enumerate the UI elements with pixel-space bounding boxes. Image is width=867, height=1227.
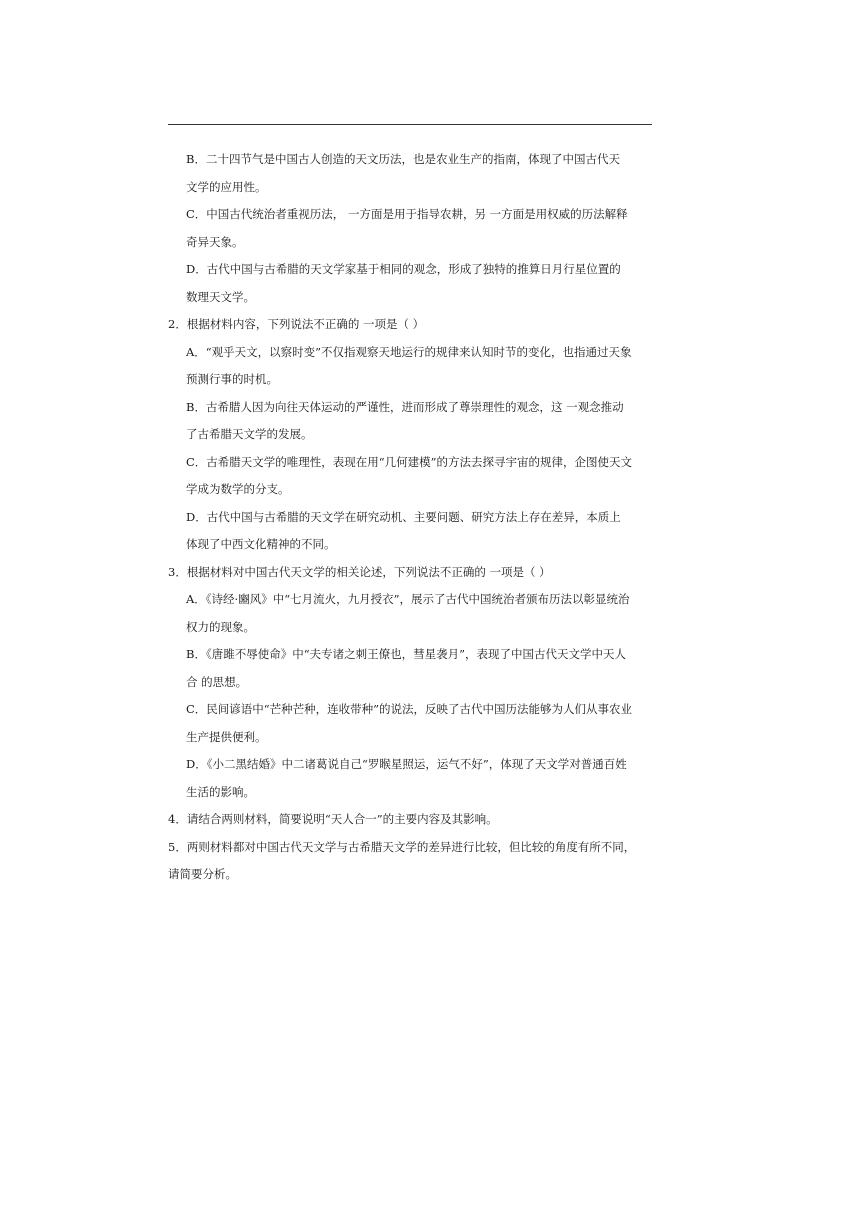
text-line: 奇异天象。 — [186, 234, 244, 249]
text-line: 合 的思想。 — [186, 674, 248, 689]
text-line: 权力的现象。 — [186, 619, 255, 634]
text-line: 数理天文学。 — [186, 289, 255, 304]
text-line: D．古代中国与古希腊的天文学家基于相同的观念，形成了独特的推算日月行星位置的 — [186, 262, 621, 276]
q3-option-d — [168, 751, 658, 806]
q3-option-a — [168, 586, 658, 641]
text-line: C．古希腊天文学的唯理性，表现在用“几何建模”的方法去探寻宇宙的规律，企图使天文 — [186, 454, 633, 469]
question-text: 4．请结合两则材料，简要说明“天人合一”的主要内容及其影响。 — [168, 812, 498, 826]
q1-option-d — [168, 256, 658, 311]
question-5 — [168, 834, 658, 889]
question-text: 2．根据材料内容，下列说法不正确的 一项是（ ） — [168, 317, 425, 331]
question-text: 5．两则材料都对中国古代天文学与古希腊天文学的差异进行比较，但比较的角度有所不同， — [168, 839, 636, 854]
text-line: B．古希腊人因为向往天体运动的严谨性，进而形成了尊崇理性的观念，这 一观念推动 — [186, 399, 624, 414]
header-rule — [168, 124, 652, 125]
q3-option-c — [168, 696, 658, 751]
question-text: 请简要分析。 — [168, 867, 237, 881]
text-line: 预测行事的时机。 — [186, 372, 278, 386]
text-line: 文学的应用性。 — [186, 179, 267, 194]
q2-option-c — [168, 449, 658, 504]
q1-option-b — [168, 146, 658, 201]
text-line: C．中国古代统治者重视历法， 一方面是用于指导农耕，另 一方面是用权威的历法解释 — [186, 207, 628, 221]
text-line: A．《诗经·豳风》中“七月流火，九月授衣”，展示了古代中国统治者颁布历法以彰显统治 — [186, 592, 630, 606]
text-line: D．《小二黑结婚》中二诸葛说自己“罗睺星照运，运气不好”，体现了天文学对普通百姓 — [186, 757, 627, 771]
question-content — [168, 146, 658, 889]
q1-option-c — [168, 201, 658, 256]
text-line: C．民间谚语中“芒种芒种，连收带种”的说法，反映了古代中国历法能够为人们从事农业 — [186, 702, 633, 716]
text-line: 生产提供便利。 — [186, 729, 267, 744]
q3-option-b — [168, 641, 658, 696]
question-2-stem — [168, 311, 658, 339]
text-line: 学成为数学的分支。 — [186, 482, 290, 496]
question-text: 3．根据材料对中国古代天文学的相关论述，下列说法不正确的 一项是（ ） — [168, 564, 551, 579]
text-line: A．“观乎天文，以察时变”不仅指观察天地运行的规律来认知时节的变化，也指通过天象 — [186, 344, 632, 359]
question-4 — [168, 806, 658, 834]
q2-option-b — [168, 394, 658, 449]
question-3-stem — [168, 559, 658, 587]
text-line: 生活的影响。 — [186, 784, 255, 799]
text-line: 了古希腊天文学的发展。 — [186, 427, 313, 441]
q2-option-d — [168, 504, 658, 559]
text-line: D．古代中国与古希腊的天文学在研究动机、主要问题、研究方法上存在差异，本质上 — [186, 509, 621, 524]
text-line: B．《唐雎不辱使命》中“夫专诸之刺王僚也，彗星袭月”，表现了中国古代天文学中天人 — [186, 647, 626, 661]
text-line: B．二十四节气是中国古人创造的天文历法，也是农业生产的指南，体现了中国古代天 — [186, 152, 620, 166]
text-line: 体现了中西文化精神的不同。 — [186, 537, 336, 551]
q2-option-a — [168, 339, 658, 394]
